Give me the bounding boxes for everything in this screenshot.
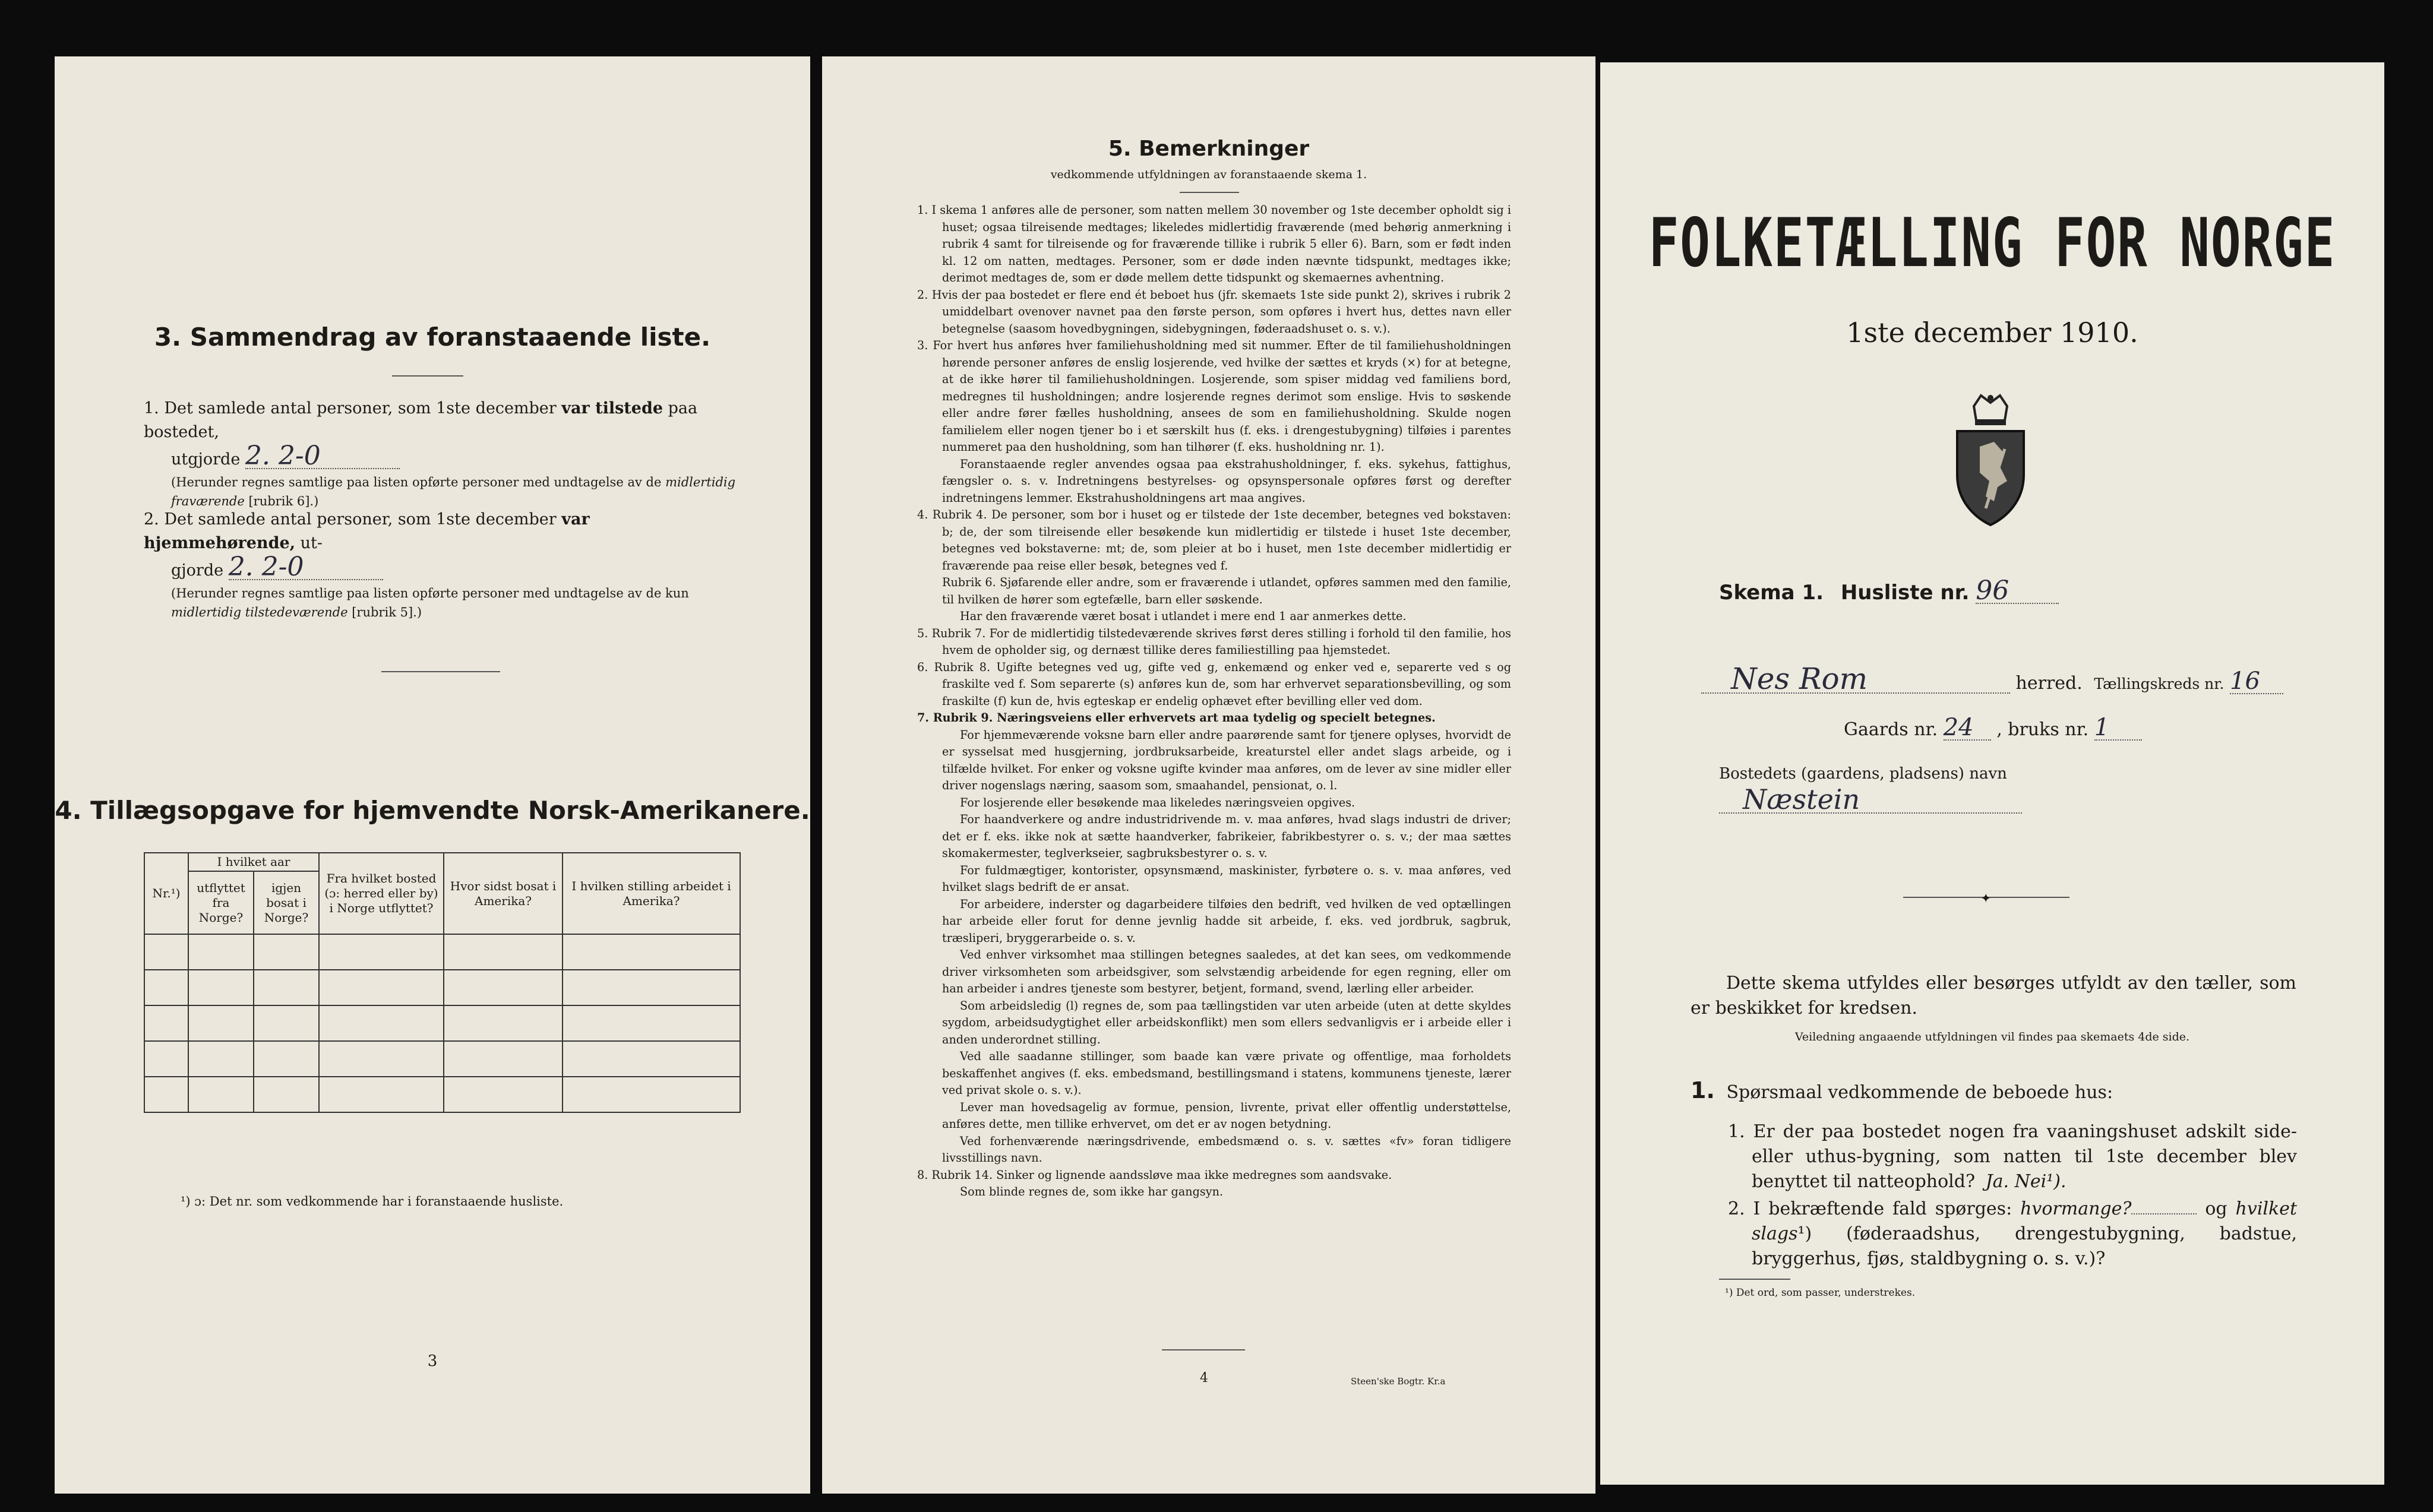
section5-subtitle: vedkommende utfyldningen av foranstaaende skema 1. [1050,168,1367,181]
form-title: FOLKETÆLLING FOR NORGE [1648,203,2336,283]
summary-item-1: 1. Det samlede antal personer, som 1ste december var tilstede paa bostedet, utgjorde 2. 2-0 (Herunder regnes samtlige paa listen opførte personer med undtagelse av de midlertidig fraværende [rubrik 6].) [144,399,736,508]
table-row [144,970,740,1005]
bruks-value: 1 [2094,716,2142,741]
remark-3: 3. For hvert hus anføres hver familiehusholdning med sit nummer. Efter de til familiehusholdningen hørende personer anføres de enslig losjerende, ved hvilke der sættes et kryds (×) for at betegne, at de ikke hører til familiehusholdningen. Losjerende, som spiser middag ved familiens bord, medregnes til husholdningen; andre losjerende regnes derimot som enslige. Hvis to søskende eller andre fører fælles husholdning, ansees de som en familiehusholdning. Skulde nogen familielem eller nogen tjener bo i et særskilt hus (f. eks. i drengestubygning) tilføies i parentes nummeret paa den husholdning, som han tilhører (f. eks. husholdning nr. 1). [917,339,1511,454]
herred-value: Nes Rom [1701,665,2010,694]
summary-item-2: 2. Det samlede antal personer, som 1ste december var hjemmehørende, ut- gjorde 2. 2-0 (Herunder regnes samtlige paa listen opførte personer med undtagelse av de kun midlertidig tilstedeværende [rubrik 5].) [144,510,689,619]
page-middle [822,56,1595,1494]
form-veiledning: Veiledning angaaende utfyldningen vil findes paa skemaets 4de side. [1794,1030,2190,1043]
question-1: 1. Er der paa bostedet nogen fra vaaningshuset adskilt side- eller uthus-bygning, som natten til 1ste december blev benyttet til natteophold? Ja. Nei¹). 2. I bekræftende fald spørges: hvormange? og hvilket slags¹) (føderaadshus, drengestubygning, badstue, bryggerhus, fjøs, staldbygning o. s. v.)? [1728,1119,2297,1271]
remark-7f: For arbeidere, inderster og dagarbeidere tilføies den bedrift, ved hvilken de ved optællingen har arbeide eller forut for denne jevnlig hadde sit arbeide, f. eks. ved jordbruk, sagbruk, træsliperi, bryggerarbeide o. s. v. [942,897,1511,945]
section3-title: 3. Sammendrag av foranstaaende liste. [154,322,711,352]
page-left [55,56,810,1494]
remark-4: 4. Rubrik 4. De personer, som bor i huset og er tilstede der 1ste december, betegnes ved bokstaven: b; de, der som tilreisende eller besøkende kun midlertidig er tilstede i huset 1ste december, betegnes ved bokstaverne: mt; de, som pleier at bo i huset, men 1ste december midlertidig er fraværende paa reise eller besøk, betegnes ved f. [917,508,1511,572]
table-row [144,934,740,970]
divider [381,671,500,672]
table-row [144,1077,740,1112]
page-number: 3 [427,1352,438,1370]
herred-line: Nes Rom herred. Tællingskreds nr. 16 [1701,665,2295,697]
col-stilling: I hvilken stilling arbeidet i Amerika? [563,853,740,934]
resident-count-value: 2. 2-0 [229,555,383,580]
bosted-line: Bostedets (gaardens, pladsens) navn Næstein [1719,761,2313,816]
col-nr: Nr.¹) [144,853,188,934]
form-date: 1ste december 1910. [1846,317,2138,349]
remark-6: 6. Rubrik 8. Ugifte betegnes ved ug, gifte ved g, enkemænd og enker ved e, separerte ved s og fraskilte ved f. Som separerte (s) anføres kun de, som har erhvervet separationsbevilling, og som fraskilte (f) kun de, hvis egteskap er endelig ophævet efter bevilling eller ved dom. [917,660,1511,708]
col-fra-bosted: Fra hvilket bosted (ɔ: herred eller by) i Norge utflyttet? [319,853,444,934]
table-row [144,1005,740,1041]
footnote: ¹) Det ord, som passer, understrekes. [1725,1287,1916,1299]
norsk-amerikanere-table [144,852,741,1113]
remark-3b: Foranstaaende regler anvendes ogsaa paa ekstrahusholdninger, f. eks. sykehus, fattighus, fængsler o. s. v. Indretningens bestyrelses- og opsynspersonale opføres først og derefter indretningens lemmer. Ekstrahusholdningens art maa angives. [942,457,1511,505]
remark-5: 5. Rubrik 7. For de midlertidig tilstedeværende skrives først deres stilling i forhold til den familie, hos hvem de opholder sig, og dernæst tillike deres familiestilling paa hjemstedet. [917,626,1511,657]
remark-1: 1. I skema 1 anføres alle de personer, som natten mellem 30 november og 1ste december opholdt sig i huset; ogsaa tilreisende medtages; likeledes midlertidig fraværende (med behørig anmerkning i rubrik 4 samt for tilreisende og for fraværende tillike i rubrik 5 eller 6). Barn, som er født inden kl. 12 om natten, medtages. Personer, som er døde inden nævnte tidspunkt, medtages ikke; derimot medtages de, som er døde mellem dette tidspunkt og skemaernes avhentning. [917,203,1511,284]
ornament-icon: ✦ [1980,891,1992,906]
divider [1180,192,1239,193]
remarks-body [917,202,1511,1201]
question-2: 2. I bekræftende fald spørges: hvormange? og hvilket slags¹) (føderaadshus, drengestubygning, badstue, bryggerhus, fjøs, staldbygning o. s. v.)? [1728,1198,2297,1269]
remark-7d: For haandverkere og andre industridrivende m. v. maa anføres, hvad slags industri de driver; det er f. eks. ikke nok at sætte haandverker, fabrikeier, fabrikbestyrer o. s. v.; der maa sættes skomakermester, teglverkseier, sagbruksbestyrer o. s. v. [942,812,1511,860]
remark-7j: Lever man hovedsagelig av formue, pension, livrente, privat eller offentlig understøttelse, anføres dette, men tillike erhvervet, om det er av nogen betydning. [942,1100,1511,1131]
section5-title: 5. Bemerkninger [1108,137,1310,161]
gaards-line: Gaards nr. 24 , bruks nr. 1 [1844,716,2142,742]
table-row [144,1041,740,1077]
norway-coat-of-arms-icon [1943,392,2038,529]
col-hvor-bosat: Hvor sidst bosat i Amerika? [444,853,563,934]
col-igjen-bosat: igjen bosat i Norge? [254,871,319,934]
remark-4b: Rubrik 6. Sjøfarende eller andre, som er fraværende i utlandet, opføres sammen med den familie, til hvilken de hører som egtefælle, barn eller søskende. [942,575,1511,606]
q1-answer: Ja. Nei¹). [1985,1171,2067,1192]
remark-7: 7. Rubrik 9. Næringsveiens eller erhvervets art maa tydelig og specielt betegnes. [917,711,1436,725]
remark-8b: Som blinde regnes de, som ikke har gangsyn. [960,1185,1224,1198]
bosted-value: Næstein [1719,786,2022,814]
krets-value: 16 [2230,669,2283,694]
section4-title: 4. Tillægsopgave for hjemvendte Norsk-Amerikanere. [55,796,810,825]
footnote: ¹) ɔ: Det nr. som vedkommende har i foranstaaende husliste. [181,1194,564,1209]
gaards-value: 24 [1944,716,1991,741]
remark-7g: Ved enhver virksomhet maa stillingen betegnes saaledes, at det kan sees, om vedkommende driver virksomheten som arbeidsgiver, som selvstændig arbeidende for egen regning, eller om han arbeider i andres tjeneste som bestyrer, betjent, formand, svend, lærling eller arbeider. [942,948,1511,995]
col-utflyttet: utflyttet fra Norge? [188,871,254,934]
remark-7h: Som arbeidsledig (l) regnes de, som paa tællingstiden var uten arbeide (uten at dette skyldes sygdom, arbeidsudygtighet eller arbeidskonflikt) men som ellers sedvanligvis er i arbeide eller i anden underordnet stilling. [942,998,1511,1046]
divider [1719,1279,1790,1280]
col-aar-group: I hvilket aar [188,853,319,871]
remark-2: 2. Hvis der paa bostedet er flere end ét beboet hus (jfr. skemaets 1ste side punkt 2), skrives i rubrik 2 umiddelbart ovenover navnet paa den første person, som opføres i hvert hus, dettes navn eller betegnelse (saasom hovedbygningen, sidebygningen, føderaadshuset o. s. v.). [917,287,1511,336]
page-right [1600,62,2384,1485]
remark-7i: Ved alle saadanne stillinger, som baade kan være private og offentlige, maa forholdets beskaffenhet angives (f. eks. embedsmand, bestillingsmand i statens, kommunens tjeneste, lærer ved privat skole o. s. v.). [942,1049,1511,1097]
remark-4c: Har den fraværende været bosat i utlandet i mere end 1 aar anmerkes dette. [960,609,1407,623]
remark-8: 8. Rubrik 14. Sinker og lignende aandssløve maa ikke medregnes som aandsvake. [917,1168,1392,1182]
remark-7e: For fuldmægtiger, kontorister, opsynsmænd, maskinister, fyrbøtere o. s. v. maa anføres, ved hvilket slags bedrift de er ansat. [942,863,1511,894]
form-intro: Dette skema utfyldes eller besørges utfyldt av den tæller, som er beskikket for kredsen. [1691,973,2296,1018]
remark-7c: For losjerende eller besøkende maa likeledes næringsveien opgives. [960,795,1355,809]
divider [1162,1349,1245,1350]
divider [392,375,463,377]
husliste-number: 96 [1976,579,2059,604]
printer-mark: Steen'ske Bogtr. Kr.a [1351,1376,1446,1387]
present-count-value: 2. 2-0 [245,444,400,469]
question-heading: 1. Spørsmaal vedkommende de beboede hus: [1691,1077,2113,1103]
page-number: 4 [1200,1371,1208,1386]
skema-line: Skema 1. Husliste nr. 96 [1719,579,2059,605]
remark-7b: For hjemmeværende voksne barn eller andre paarørende samt for tjenere oplyses, hvorvidt de er sysselsat med husgjerning, jordbruksarbeide, kreaturstel eller andet slags arbeide, og i tilfælde hvilket. For enker og voksne ugifte kvinder maa anføres, om de lever av sine midler eller driver nogenslags næring, saasom som, smaahandel, pensionat, o. l. [942,727,1511,792]
remark-7k: Ved forhenværende næringsdrivende, embedsmænd o. s. v. sættes «fv» foran tidligere livsstillings navn. [942,1134,1511,1165]
